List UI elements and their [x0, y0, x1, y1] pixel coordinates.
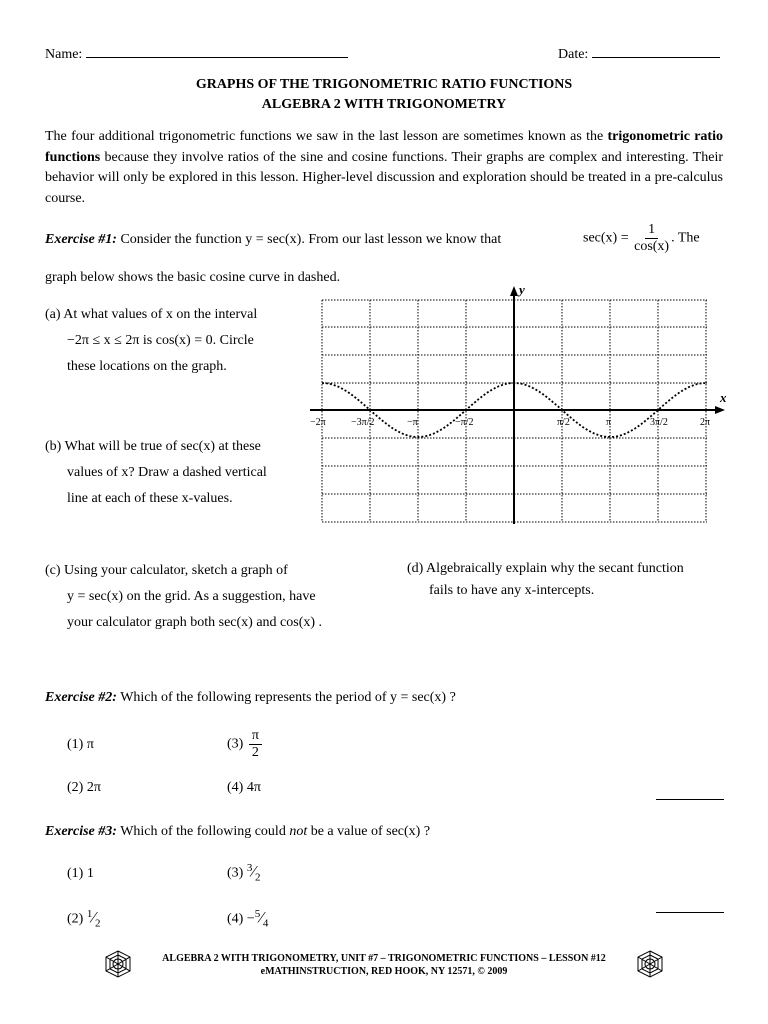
fraction-numerator: π — [249, 728, 262, 745]
exercise3-option-2[interactable]: (2) $^1⁄_2$ — [67, 908, 101, 930]
part-b-line1: (b) What will be true of sec(x) at these — [45, 439, 261, 454]
fraction-denominator: 4 — [262, 917, 269, 930]
tick-2pi: 2π — [700, 417, 711, 428]
date-label: Date: — [558, 47, 589, 62]
part-d-line1: (d) Algebraically explain why the secant function — [407, 561, 684, 576]
intro-text-2: because they involve ratios of the sine and cosine functions. Their graphs are complex and interesting. Their behavior will only be explored in this lesson. Higher-level discussion and exploration should be treated in a pre-calculus course. — [45, 149, 723, 206]
exercise1-text: Consider the function — [120, 232, 242, 247]
fraction-denominator: 2 — [251, 745, 259, 760]
tick-neg-3pi-2: −3π/2 — [351, 417, 375, 428]
option-3-label: (3) — [227, 865, 244, 881]
footer — [0, 952, 768, 978]
exercise1-text-2: . From our last lesson we know that — [301, 232, 502, 247]
exercise3-option-3[interactable]: (3) $^3⁄_2$ — [227, 862, 261, 884]
option-2-label: (2) — [67, 911, 84, 927]
exercise2-func: y = sec(x) ? — [390, 690, 456, 705]
part-d — [407, 558, 727, 602]
exercise2-question: Which of the following represents the period of — [120, 690, 387, 705]
exercise3-option-1[interactable]: (1) 1 — [67, 866, 94, 881]
exercise1-label: Exercise #1: — [45, 232, 117, 247]
intro-bold-term: trigonometric ratio functions — [45, 129, 723, 165]
part-a-line3: these locations on the graph. — [67, 359, 227, 374]
x-axis-label: x — [720, 390, 727, 405]
part-a — [45, 302, 300, 380]
exercise3-question-b: be a value of — [310, 824, 383, 839]
fraction-numerator: 1 — [645, 222, 658, 239]
exercise3-not: not — [289, 824, 308, 839]
tick-pi-2: π/2 — [557, 417, 570, 428]
exercise3-label: Exercise #3: — [45, 824, 117, 839]
exercise2-answer-line[interactable] — [656, 799, 724, 800]
part-c — [45, 558, 365, 636]
fraction-denominator: cos(x) — [634, 239, 670, 254]
exercise3-answer-line[interactable] — [656, 912, 724, 913]
exercise2-label: Exercise #2: — [45, 690, 117, 705]
tick-labels — [310, 417, 710, 428]
fraction-denominator: 2 — [95, 917, 101, 930]
exercise3-question-a: Which of the following could — [120, 824, 286, 839]
name-blank[interactable] — [86, 57, 348, 58]
secant-definition — [583, 222, 700, 255]
tick-3pi-2: 3π/2 — [650, 417, 668, 428]
part-b-line2: values of x? Draw a dashed vertical — [67, 465, 267, 480]
tick-pi: π — [606, 417, 612, 428]
fraction-numerator: 1 — [86, 908, 93, 920]
part-d-line2: fails to have any x-intercepts. — [429, 583, 595, 598]
option-4-label: (4) − — [227, 911, 255, 927]
option-3-label: (3) — [227, 736, 244, 752]
part-a-line1: (a) At what values of x on the interval — [45, 307, 258, 322]
y-axis-label: y — [519, 282, 525, 297]
sec-lhs: sec(x) = — [583, 230, 629, 246]
exercise3-func: sec(x) ? — [386, 824, 431, 839]
exercise2-option-1[interactable]: (1) π — [67, 737, 94, 752]
intro-paragraph — [45, 127, 723, 209]
part-c-line2: y = sec(x) on the grid. As a suggestion, have — [67, 589, 316, 604]
pi-over-2-fraction — [249, 728, 262, 761]
fraction-numerator: 3 — [246, 862, 253, 874]
course-title: ALGEBRA 2 WITH TRIGONOMETRY — [261, 97, 507, 112]
exercise2-prompt — [45, 690, 456, 706]
footer-line2: eMATHINSTRUCTION, RED HOOK, NY 12571, © 2009 — [260, 966, 508, 977]
fraction-numerator: 5 — [254, 908, 261, 920]
name-label: Name: — [45, 47, 83, 62]
reciprocal-fraction — [634, 222, 669, 255]
date-blank[interactable] — [592, 57, 720, 58]
intro-text-1: The four additional trigonometric functions we saw in the last lesson are sometimes known as the — [45, 129, 608, 144]
cosine-graph[interactable] — [305, 282, 735, 527]
exercise1-graph-note: graph below shows the basic cosine curve in dashed. — [45, 270, 341, 285]
exercise1-text-3: . The — [671, 230, 700, 246]
tick-neg-2pi: −2π — [310, 417, 326, 428]
part-c-line3: your calculator graph both sec(x) and cos(x) . — [67, 615, 323, 630]
date-field[interactable] — [558, 47, 720, 63]
worksheet-title: GRAPHS OF THE TRIGONOMETRIC RATIO FUNCTIONS — [195, 77, 573, 92]
tick-neg-pi: −π — [407, 417, 418, 428]
sec-function: y = sec(x) — [245, 232, 302, 247]
exercise3-prompt — [45, 824, 430, 840]
fraction-denominator: 2 — [255, 871, 261, 884]
part-b — [45, 434, 305, 512]
exercise2-option-3[interactable] — [227, 728, 264, 761]
footer-line1: ALGEBRA 2 WITH TRIGONOMETRY, UNIT #7 – TRIGONOMETRIC FUNCTIONS – LESSON #12 — [162, 953, 606, 964]
part-b-line3: line at each of these x-values. — [67, 491, 233, 506]
part-c-line1: (c) Using your calculator, sketch a graph of — [45, 563, 288, 578]
exercise3-option-4[interactable]: $(4) -^5⁄_4$ — [227, 908, 269, 930]
exercise2-option-2[interactable]: (2) 2π — [67, 780, 101, 795]
part-a-line2: −2π ≤ x ≤ 2π is cos(x) = 0. Circle — [67, 333, 254, 348]
name-field[interactable] — [45, 47, 348, 63]
tick-neg-pi-2: −π/2 — [455, 417, 474, 428]
exercise2-option-4[interactable]: (4) 4π — [227, 780, 261, 795]
